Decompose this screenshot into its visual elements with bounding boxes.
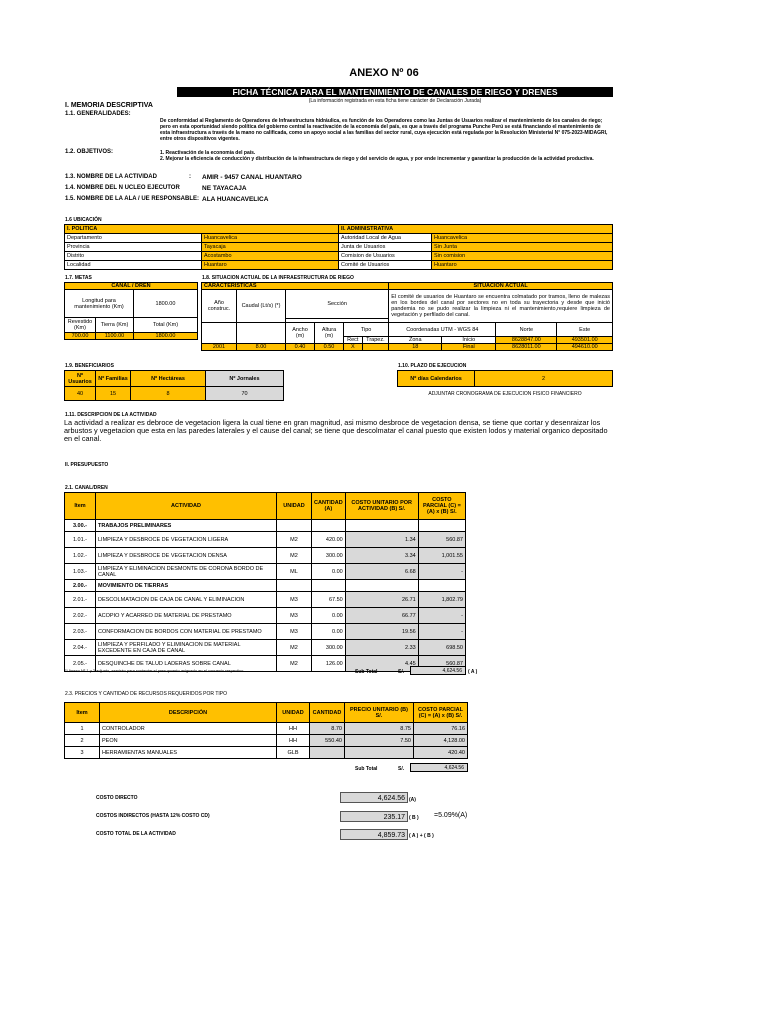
ala-value: ALA HUANCAVELICA bbox=[202, 196, 269, 203]
costo-unitario-cell: 1.34 bbox=[345, 532, 418, 548]
actividad-cell: LIMPIEZA Y DESBROCE DE VEGETACION DENSA bbox=[96, 548, 277, 564]
rec-precio-cell: 8.75 bbox=[345, 723, 414, 735]
plazo-value: 2 bbox=[475, 371, 613, 387]
table-row bbox=[65, 640, 466, 656]
seccion-label: Sección bbox=[286, 290, 389, 319]
costo-parcial-cell: 698.50 bbox=[418, 640, 465, 656]
unidad-cell: M2 bbox=[277, 640, 312, 656]
anio-label: Año construc. bbox=[202, 290, 237, 323]
costo-unitario-header: COSTO UNITARIO POR ACTIVIDAD (B) S/. bbox=[345, 493, 418, 520]
usuarios-header: Nº Usuarios bbox=[65, 371, 96, 387]
rec-desc-header: DESCRIPCIÓN bbox=[100, 703, 277, 723]
actividad-cell: ACOPIO Y ACARREO DE MATERIAL DE PRESTAMO bbox=[96, 608, 277, 624]
cronograma-note: ADJUNTAR CRONOGRAMA DE EJECUCION FISICO FINANCIERO bbox=[428, 391, 582, 397]
table-row bbox=[65, 723, 468, 735]
politica-header: I. POLITICA bbox=[65, 225, 339, 234]
costo-parcial-cell: 1,802.79 bbox=[418, 592, 465, 608]
cantidad-cell: 0.00 bbox=[312, 608, 346, 624]
situacion-title: 1.8. SITUACION ACTUAL DE LA INFRAESTRUCTURA DE RIEGO bbox=[202, 275, 354, 281]
inicio-este: 493501.00 bbox=[557, 337, 613, 344]
costo-indirecto-label: COSTOS INDIRECTOS (HASTA 12% COSTO CD) bbox=[96, 813, 210, 819]
item-cell: 2.04.- bbox=[65, 640, 96, 656]
cantidad-cell bbox=[312, 580, 346, 592]
altura-label: Altura (m) bbox=[315, 323, 344, 344]
rec-subtotal-label: Sub Total bbox=[355, 766, 378, 772]
ubic-label: Distrito bbox=[65, 252, 202, 261]
actividad-cell: MOVIMIENTO DE TIERRAS bbox=[96, 580, 277, 592]
costo-total-label: COSTO TOTAL DE LA ACTIVIDAD bbox=[96, 831, 176, 837]
zona-value: 18 bbox=[389, 344, 442, 351]
caudal-value: 8.00 bbox=[237, 344, 286, 351]
rec-desc-cell: CONTROLADOR bbox=[100, 723, 277, 735]
ubic-value: Acostambo bbox=[202, 252, 339, 261]
costo-unitario-cell bbox=[345, 580, 418, 592]
ubicacion-table bbox=[64, 224, 613, 270]
table-row bbox=[65, 592, 466, 608]
ubic-value: Huancavelica bbox=[202, 234, 339, 243]
ancho-value: 0.40 bbox=[286, 344, 315, 351]
tipo-label: Tipo bbox=[344, 323, 389, 337]
item-cell: 2.00.- bbox=[65, 580, 96, 592]
rec-unidad-cell: GLB bbox=[277, 747, 310, 759]
ubic-label: Localidad bbox=[65, 261, 202, 270]
rec-subtotal-value: 4,624.56 bbox=[410, 763, 468, 772]
rec-item-cell: 2 bbox=[65, 735, 100, 747]
cantidad-cell: 300.00 bbox=[312, 548, 346, 564]
costo-unitario-cell: 2.33 bbox=[345, 640, 418, 656]
plazo-label: Nº días Calendarios bbox=[398, 371, 475, 387]
total-value: 1800.00 bbox=[134, 333, 198, 340]
cantidad-cell: 126.00 bbox=[312, 656, 346, 672]
objetivo-1: 1. Reactivación de la economía del país. bbox=[160, 150, 256, 156]
objetivos-label: 1.2. OBJETIVOS: bbox=[65, 149, 114, 155]
metas-table bbox=[64, 282, 198, 340]
rec-unidad-cell: HH bbox=[277, 735, 310, 747]
rec-parcial-cell: 4,128.00 bbox=[414, 735, 468, 747]
rec-desc-cell: PEON bbox=[100, 735, 277, 747]
costo-indirecto-tag: ( B ) bbox=[409, 815, 419, 821]
actividad-cell: CONFORMACION DE BORDOS CON MATERIAL DE PRESTAMO bbox=[96, 624, 277, 640]
table-row bbox=[65, 735, 468, 747]
rec-unidad-header: UNIDAD bbox=[277, 703, 310, 723]
cantidad-cell: 67.50 bbox=[312, 592, 346, 608]
anio-value: 2001 bbox=[202, 344, 237, 351]
actividad-cell: LIMPIEZA Y DESBROCE DE VEGETACION LIGERA bbox=[96, 532, 277, 548]
nucleo-label: 1.4. NOMBRE DEL N UCLEO EJECUTOR bbox=[65, 185, 180, 191]
subtotal-tag: ( A ) bbox=[468, 669, 478, 675]
nucleo-value: NE TAYACAJA bbox=[202, 185, 247, 192]
revestido-label: Revestido (Km) bbox=[65, 318, 96, 333]
ubicacion-title: 1.6 UBICACIÓN bbox=[65, 217, 102, 223]
final-label: Final bbox=[442, 344, 496, 351]
norte-label: Norte bbox=[496, 323, 557, 337]
costo-unitario-cell: 66.77 bbox=[345, 608, 418, 624]
actividad-cell: LIMPIEZA Y PERFILADO Y ELIMINACION DE MATERIAL EXCEDENTE EN CAJA DE CANAL bbox=[96, 640, 277, 656]
zona-label: Zona bbox=[389, 337, 442, 344]
item-cell: 2.05.- bbox=[65, 656, 96, 672]
ubic-value: Sin comision bbox=[432, 252, 613, 261]
ubic-label: Comité de Usuarios bbox=[339, 261, 432, 270]
situacion-table bbox=[201, 282, 613, 351]
ubic-value: Huantaro bbox=[432, 261, 613, 270]
costo-total-tag: ( A ) + ( B ) bbox=[409, 833, 434, 839]
rec-precio-cell: 7.50 bbox=[345, 735, 414, 747]
costo-unitario-cell: 4.45 bbox=[345, 656, 418, 672]
actividad-cell: DESCOLMATACION DE CAJA DE CANAL Y ELIMINACION bbox=[96, 592, 277, 608]
table-row bbox=[65, 564, 466, 580]
table-row bbox=[65, 608, 466, 624]
costo-parcial-cell bbox=[418, 580, 465, 592]
rec-cantidad-cell: 550.40 bbox=[310, 735, 345, 747]
hectareas-value: 8 bbox=[131, 387, 206, 401]
plazo-title: 1.10. PLAZO DE EJECUCION bbox=[398, 363, 467, 369]
rec-cantidad-cell: 8.70 bbox=[310, 723, 345, 735]
ubic-value: Huantaro bbox=[202, 261, 339, 270]
inicio-norte: 8628847.00 bbox=[496, 337, 557, 344]
rec-precio-header: PRECIO UNITARIO (B) S/. bbox=[345, 703, 414, 723]
costo-unitario-cell: 3.34 bbox=[345, 548, 418, 564]
costo-indirecto-pct: =5.09%(A) bbox=[434, 812, 468, 819]
ubic-label: Comision de Usuarios bbox=[339, 252, 432, 261]
objetivo-2: 2. Mejorar la eficiencia de conducción y distribución de la infraestructura de riego y del servicio de agua, y por ende incrementar y garantizar la producción de la actividad productiva. bbox=[160, 156, 594, 162]
longitud-label: Longitud para mantenimiento (Km) bbox=[65, 290, 134, 318]
actividad-header: ACTIVIDAD bbox=[96, 493, 277, 520]
final-este: 494610.00 bbox=[557, 344, 613, 351]
caracteristicas-header: CARACTERISTICAS bbox=[202, 283, 389, 290]
actividad-cell: TRABAJOS PRELIMINARES bbox=[96, 520, 277, 532]
costo-unitario-cell: 26.71 bbox=[345, 592, 418, 608]
table-row bbox=[65, 747, 468, 759]
canal-dren-header: CANAL / DREN bbox=[65, 283, 198, 290]
rec-parcial-cell: 76.16 bbox=[414, 723, 468, 735]
costo-parcial-cell: - bbox=[418, 564, 465, 580]
beneficiarios-title: 1.9. BENEFICIARIOS bbox=[65, 363, 114, 369]
costo-parcial-cell: - bbox=[418, 624, 465, 640]
unidad-cell: M3 bbox=[277, 608, 312, 624]
unidad-cell bbox=[277, 520, 312, 532]
familias-header: Nº Familias bbox=[96, 371, 131, 387]
actividad-label: 1.3. NOMBRE DE LA ACTIVIDAD bbox=[65, 174, 157, 180]
descripcion-title: 1.11. DESCRIPCION DE LA ACTIVIDAD bbox=[65, 412, 157, 418]
ubic-label: Junta de Usuarios bbox=[339, 243, 432, 252]
rec-cantidad-cell bbox=[310, 747, 345, 759]
costo-parcial-header: COSTO PARCIAL (C) = (A) x (B) S/. bbox=[418, 493, 465, 520]
item-cell: 1.01.- bbox=[65, 532, 96, 548]
recursos-table bbox=[64, 702, 468, 759]
costo-unitario-cell bbox=[345, 520, 418, 532]
table-row bbox=[65, 548, 466, 564]
jornales-value: 70 bbox=[206, 387, 284, 401]
canal-dren-title: 2.1. CANAL/DREN bbox=[65, 485, 108, 491]
longitud-value: 1800.00 bbox=[134, 290, 198, 318]
rec-parcial-header: COSTO PARCIAL (C) = (A) x (B) S/. bbox=[414, 703, 468, 723]
presupuesto-title: II. PRESUPUESTO bbox=[65, 462, 109, 468]
ubic-value: Sin Junta bbox=[432, 243, 613, 252]
rec-cantidad-header: CANTIDAD bbox=[310, 703, 345, 723]
unidad-cell: M3 bbox=[277, 592, 312, 608]
ancho-label: Ancho (m) bbox=[286, 323, 315, 344]
rec-item-cell: 3 bbox=[65, 747, 100, 759]
cantidad-cell: 0.00 bbox=[312, 564, 346, 580]
actividad-value: AMIR - 9457 CANAL HUANTARO bbox=[202, 174, 302, 181]
unidad-cell: M3 bbox=[277, 624, 312, 640]
annex-title: ANEXO Nº 06 bbox=[349, 67, 419, 79]
costo-directo-tag: (A) bbox=[409, 797, 416, 803]
familias-value: 15 bbox=[96, 387, 131, 401]
actividad-colon: : bbox=[189, 174, 191, 180]
cantidad-cell: 300.00 bbox=[312, 640, 346, 656]
inicio-label: Inicio bbox=[442, 337, 496, 344]
trapez-label: Trapez. bbox=[362, 337, 389, 344]
tierra-label: Tierra (Km) bbox=[96, 318, 134, 333]
costo-total-value: 4,859.73 bbox=[340, 829, 408, 840]
rec-desc-cell: HERRAMIENTAS MANUALES bbox=[100, 747, 277, 759]
costo-unitario-cell: 19.56 bbox=[345, 624, 418, 640]
jornales-header: Nº Jornales bbox=[206, 371, 284, 387]
rect-label: Rect bbox=[344, 337, 363, 344]
actividad-cell: DESQUINCHE DE TALUD LADERAS SOBRE CANAL bbox=[96, 656, 277, 672]
costo-directo-label: COSTO DIRECTO bbox=[96, 795, 138, 801]
item-cell: 1.02.- bbox=[65, 548, 96, 564]
rec-item-cell: 1 bbox=[65, 723, 100, 735]
rect-value: X bbox=[344, 344, 363, 351]
coordenadas-label: Coordenadas UTM - WGS 84 bbox=[389, 323, 496, 337]
hectareas-header: Nº Hectáreas bbox=[131, 371, 206, 387]
altura-value: 0.50 bbox=[315, 344, 344, 351]
unidad-header: UNIDAD bbox=[277, 493, 312, 520]
item-cell: 2.02.- bbox=[65, 608, 96, 624]
table-row bbox=[65, 520, 466, 532]
rec-precio-cell bbox=[345, 747, 414, 759]
costo-parcial-cell bbox=[418, 520, 465, 532]
costo-parcial-cell: 1,001.55 bbox=[418, 548, 465, 564]
total-label: Total (Km) bbox=[134, 318, 198, 333]
subtotal-value: 4,624.56 bbox=[410, 666, 466, 675]
situacion-header: SITUACION ACTUAL bbox=[389, 283, 613, 290]
item-header: Item bbox=[65, 493, 96, 520]
ubic-label: Autoridad Local de Agua bbox=[339, 234, 432, 243]
generalidades-text: De conformidad al Reglamento de Operadores de Infraestructura hidráulica, es función de los Operadores como las Juntas de Usuarios realizar el mantenimiento de los canales de riego; pero en esta oportunidad siendo política del gobierno central la reactivación de la economía del país, es que a través del programa Punche Perú se está financiando el mantenimiento de esta infraestructura a través de la mano no calificada, como un apoyo social a las familias del sector rural, cuya ejecución está regulada por la Resolución Ministerial N° 075-2023-MIDAGRI, entre otros dispositivos vigentes. bbox=[160, 118, 608, 142]
costo-parcial-cell: - bbox=[418, 608, 465, 624]
actividad-cell: LIMPIEZA Y ELIMINACION DESMONTE DE CORONA BORDO DE CANAL bbox=[96, 564, 277, 580]
revestido-value: 700.00 bbox=[65, 333, 96, 340]
section-memoria-title: I. MEMORIA DESCRIPTIVA bbox=[65, 102, 153, 109]
item-cell: 3.00.- bbox=[65, 520, 96, 532]
cantidad-header: CANTIDAD (A) bbox=[312, 493, 346, 520]
costo-parcial-cell: 560.87 bbox=[418, 532, 465, 548]
subtotal-currency: S/. bbox=[398, 669, 405, 675]
unidad-cell: ML bbox=[277, 564, 312, 580]
caudal-label: Caudal (Lt/s) (*) bbox=[237, 290, 286, 323]
table-row bbox=[65, 532, 466, 548]
item-cell: 1.03.- bbox=[65, 564, 96, 580]
cantidad-cell bbox=[312, 520, 346, 532]
rec-unidad-cell: HH bbox=[277, 723, 310, 735]
unidad-cell: M2 bbox=[277, 532, 312, 548]
item-cell: 2.03.- bbox=[65, 624, 96, 640]
rec-item-header: Item bbox=[65, 703, 100, 723]
costo-unitario-cell: 6.68 bbox=[345, 564, 418, 580]
ubic-label: Departamento bbox=[65, 234, 202, 243]
item-cell: 2.01.- bbox=[65, 592, 96, 608]
plazo-table bbox=[397, 370, 613, 387]
cantidad-cell: 420.00 bbox=[312, 532, 346, 548]
este-label: Este bbox=[557, 323, 613, 337]
descripcion-text: La actividad a realizar es debroce de vegetacion ligera la cual tiene en gran magnitud, asi mismo desbroce de vegetacion densa, se tiene que cortar y desenraizar los arbustos y vegetacion que esta en las paredes laterales y el cause del canal; se tiene que descolmatar el canal puesto que existen lodos y material organico depositado en el canal. bbox=[64, 418, 608, 443]
cantidad-cell: 0.00 bbox=[312, 624, 346, 640]
unidad-cell: M2 bbox=[277, 656, 312, 672]
banner-title: FICHA TÉCNICA PARA EL MANTENIMIENTO DE CANALES DE RIEGO Y DRENES bbox=[177, 87, 613, 97]
final-norte: 8628011.00 bbox=[496, 344, 557, 351]
costo-parcial-cell: 560.87 bbox=[418, 656, 465, 672]
beneficiarios-table bbox=[64, 370, 284, 401]
metas-title: 1.7. METAS bbox=[65, 275, 92, 281]
anexo-note: El Anexo Nº 1 y 2 adjunto, servirán para sustentar el presupuesto asignado en el convenio respectivo. bbox=[64, 668, 245, 673]
rec-parcial-cell: 420.40 bbox=[414, 747, 468, 759]
administrativa-header: II. ADMINISTRATIVA bbox=[339, 225, 613, 234]
ala-label: 1.5. NOMBRE DE LA ALA / UE RESPONSABLE: bbox=[65, 196, 200, 202]
unidad-cell bbox=[277, 580, 312, 592]
table-row bbox=[65, 580, 466, 592]
usuarios-value: 40 bbox=[65, 387, 96, 401]
ubic-label: Provincia bbox=[65, 243, 202, 252]
presupuesto-table bbox=[64, 492, 466, 672]
tierra-value: 1100.00 bbox=[96, 333, 134, 340]
situacion-text: El comité de usuarios de Huantaro se encuentra colmatado por tramos, lleno de malezas en los bordes del canal por sectores no en toda su trayectoria y desde que inició pandemia no se pudo realizar la limpieza ni el mantenimiento,requiere limpieza de vegetación y perfilado del canal. bbox=[389, 290, 613, 323]
rec-subtotal-currency: S/. bbox=[398, 766, 405, 772]
recursos-title: 2.3. PRECIOS Y CANTIDAD DE RECURSOS REQUERIDOS POR TIPO bbox=[65, 691, 227, 697]
costo-directo-value: 4,624.56 bbox=[340, 792, 408, 803]
ubic-value: Tayacaja bbox=[202, 243, 339, 252]
unidad-cell: M2 bbox=[277, 548, 312, 564]
generalidades-label: 1.1. GENERALIDADES: bbox=[65, 111, 131, 117]
costo-indirecto-value: 235.17 bbox=[340, 811, 408, 822]
declaration-note: (La información registrada en esta ficha tiene carácter de Declaración Jurada) bbox=[308, 98, 482, 104]
ubic-value: Huancavelica bbox=[432, 234, 613, 243]
table-row bbox=[65, 624, 466, 640]
subtotal-label: Sub Total bbox=[355, 669, 378, 675]
